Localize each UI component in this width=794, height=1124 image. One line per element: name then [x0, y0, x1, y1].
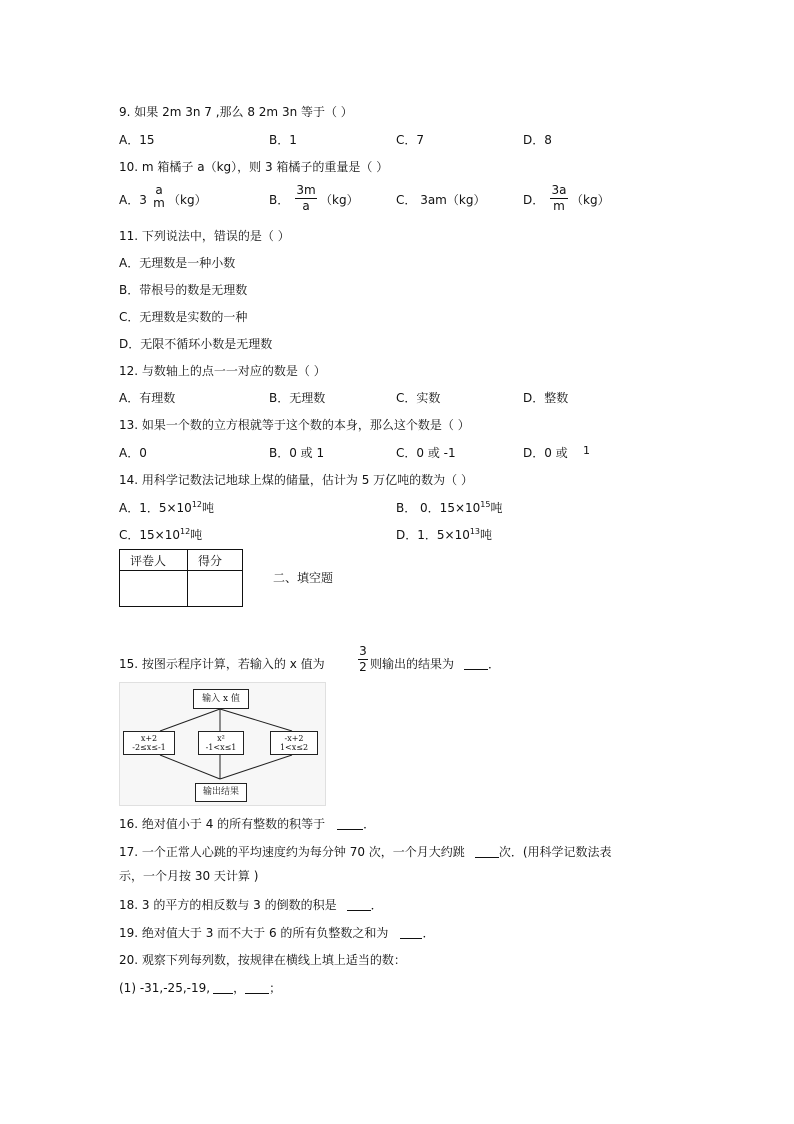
q11-option-c: C．无理数是实数的一种: [119, 310, 248, 324]
q20-item1-sequence: (1) -31,-25,-19,: [119, 981, 211, 995]
flowchart-left-condition: -2≤x≤-1: [132, 743, 166, 752]
q10-stem: 10. m 箱橘子 a（kg），则 3 箱橘子的重量是（ ）: [119, 160, 389, 174]
q9-option-c: C．7: [396, 133, 425, 147]
q20-item1-blank-1[interactable]: [213, 981, 233, 994]
score-table-score-cell[interactable]: [188, 571, 243, 607]
score-table-header-grader: 评卷人: [120, 550, 188, 571]
flowchart-output-box: 输出结果: [195, 783, 247, 802]
q10-option-c: C． 3am（kg）: [396, 193, 486, 207]
q14-option-c: [119, 524, 202, 543]
q17-line2: 示，一个月按 30 天计算 ): [119, 869, 259, 883]
q19: [119, 925, 434, 941]
fraction-numerator: 3: [359, 644, 367, 658]
q19-end: ．: [422, 926, 435, 940]
q15-stem-end: ．: [488, 657, 501, 671]
q14-option-b-unit: 吨: [490, 501, 503, 515]
q14-stem: 14. 用科学记数法记地球上煤的储量，估计为 5 万亿吨的数为（ ）: [119, 473, 473, 487]
fraction-numerator: 3m: [296, 183, 316, 197]
q10-option-b-prefix: B．: [269, 193, 290, 207]
q15-stem-b-text: 则输出的结果为: [370, 657, 455, 671]
q20-item1: [119, 980, 281, 996]
fraction-denominator: 2: [359, 660, 367, 674]
q9-option-d: D．8: [523, 133, 552, 147]
q17-line1: [119, 844, 612, 860]
q19-answer-blank[interactable]: [400, 926, 422, 939]
q14-option-a: [119, 497, 214, 516]
q14-option-b-base: B． 0．15×10: [396, 501, 481, 515]
q18-answer-blank[interactable]: [347, 898, 371, 911]
q12-stem: 12. 与数轴上的点一一对应的数是（ ）: [119, 364, 326, 378]
fraction-numerator: a: [155, 183, 163, 197]
q13-option-a: A．0: [119, 446, 147, 460]
q14-option-a-base: A．1．5×10: [119, 501, 192, 515]
q12-option-c: C．实数: [396, 391, 441, 405]
q18-stem: 18. 3 的平方的相反数与 3 的倒数的积是: [119, 898, 337, 912]
flowchart-middle-condition: -1<x≤1: [205, 743, 237, 752]
q9-option-b: B．1: [269, 133, 297, 147]
q15-fraction: [358, 645, 368, 674]
q20-item1-separator: ，: [233, 981, 246, 995]
q12-option-b: B．无理数: [269, 391, 326, 405]
q13-option-d-tail: 1: [583, 444, 590, 457]
score-table-header-score: 得分: [188, 550, 243, 571]
flowchart-left-expression: x+2: [140, 734, 158, 743]
q13-stem: 13. 如果一个数的立方根就等于这个数的本身，那么这个数是（ ）: [119, 418, 470, 432]
q14-option-c-base: C．15×10: [119, 528, 180, 542]
q17-line1-b: 次．(用科学记数法表: [498, 845, 612, 859]
section-title: 二、填空题: [273, 571, 334, 585]
fraction-denominator: a: [302, 199, 310, 213]
q14-option-c-unit: 吨: [190, 528, 203, 542]
q14-option-b-exponent: 15: [480, 500, 491, 509]
flowchart-middle-expression: x²: [217, 734, 225, 743]
q14-option-c-exponent: 12: [179, 527, 191, 536]
q19-stem: 19. 绝对值大于 3 而不大于 6 的所有负整数之和为: [119, 926, 389, 940]
q10-option-a-unit: （kg）: [168, 193, 207, 207]
q18: [119, 897, 383, 913]
flowchart-middle-branch: [198, 731, 244, 755]
q11-stem: 11. 下列说法中，错误的是（ ）: [119, 229, 290, 243]
q10-option-a-prefix: A．3: [119, 193, 147, 207]
q14-option-d: [396, 524, 492, 543]
q13-option-b: B．0 或 1: [269, 446, 325, 460]
program-flowchart: [119, 682, 326, 806]
q10-option-b-unit: （kg）: [320, 193, 359, 207]
q20-item1-blank-2[interactable]: [245, 981, 269, 994]
q14-option-d-base: D．1．5×10: [396, 528, 470, 542]
fraction-denominator: m: [153, 196, 165, 210]
q9-stem: 9. 如果 2m 3n 7 ,那么 8 2m 3n 等于（ ）: [119, 105, 353, 119]
q10-option-d-unit: （kg）: [571, 193, 610, 207]
q15-stem-b: [370, 656, 500, 672]
q11-option-d: D．无限不循环小数是无理数: [119, 337, 273, 351]
q17-answer-blank[interactable]: [475, 845, 499, 858]
score-table: [119, 549, 243, 607]
q16-stem: 16. 绝对值小于 4 的所有整数的积等于: [119, 817, 326, 831]
q14-option-a-unit: 吨: [202, 501, 215, 515]
q18-end: ．: [370, 898, 383, 912]
q16-answer-blank[interactable]: [337, 817, 363, 830]
q16: [119, 816, 375, 832]
q12-option-d: D．整数: [523, 391, 569, 405]
q14-option-a-exponent: 12: [191, 500, 202, 509]
q15-stem-a: 15. 按图示程序计算，若输入的 x 值为: [119, 657, 325, 671]
q13-option-d: D．0 或: [523, 446, 568, 460]
q10-option-d-fraction: [550, 184, 568, 213]
q20-item1-end: ；: [269, 981, 282, 995]
q10-option-a-fraction: [152, 184, 166, 210]
q9-option-a: A．15: [119, 133, 155, 147]
q20-stem: 20. 观察下列每列数，按规律在横线上填上适当的数：: [119, 953, 406, 967]
score-table-grader-cell[interactable]: [120, 571, 188, 607]
q17-line1-a: 17. 一个正常人心跳的平均速度约为每分钟 70 次，一个月大约跳: [119, 845, 465, 859]
q16-end: ．: [363, 817, 376, 831]
q14-option-b: [396, 497, 502, 516]
q11-option-a: A．无理数是一种小数: [119, 256, 236, 270]
q14-option-d-unit: 吨: [480, 528, 493, 542]
q12-option-a: A．有理数: [119, 391, 176, 405]
flowchart-right-expression: -x+2: [284, 734, 304, 743]
q15-answer-blank[interactable]: [464, 657, 488, 670]
flowchart-left-branch: [123, 731, 175, 755]
flowchart-right-branch: [270, 731, 318, 755]
flowchart-input-box: 输入 x 值: [193, 689, 249, 709]
q14-option-d-exponent: 13: [469, 527, 481, 536]
flowchart-right-condition: 1<x≤2: [279, 743, 309, 752]
q10-option-b-fraction: [295, 184, 317, 213]
q11-option-b: B．带根号的数是无理数: [119, 283, 248, 297]
q10-option-d-prefix: D．: [523, 193, 545, 207]
q13-option-c: C．0 或 -1: [396, 446, 456, 460]
fraction-denominator: m: [553, 199, 565, 213]
fraction-numerator: 3a: [551, 183, 567, 197]
